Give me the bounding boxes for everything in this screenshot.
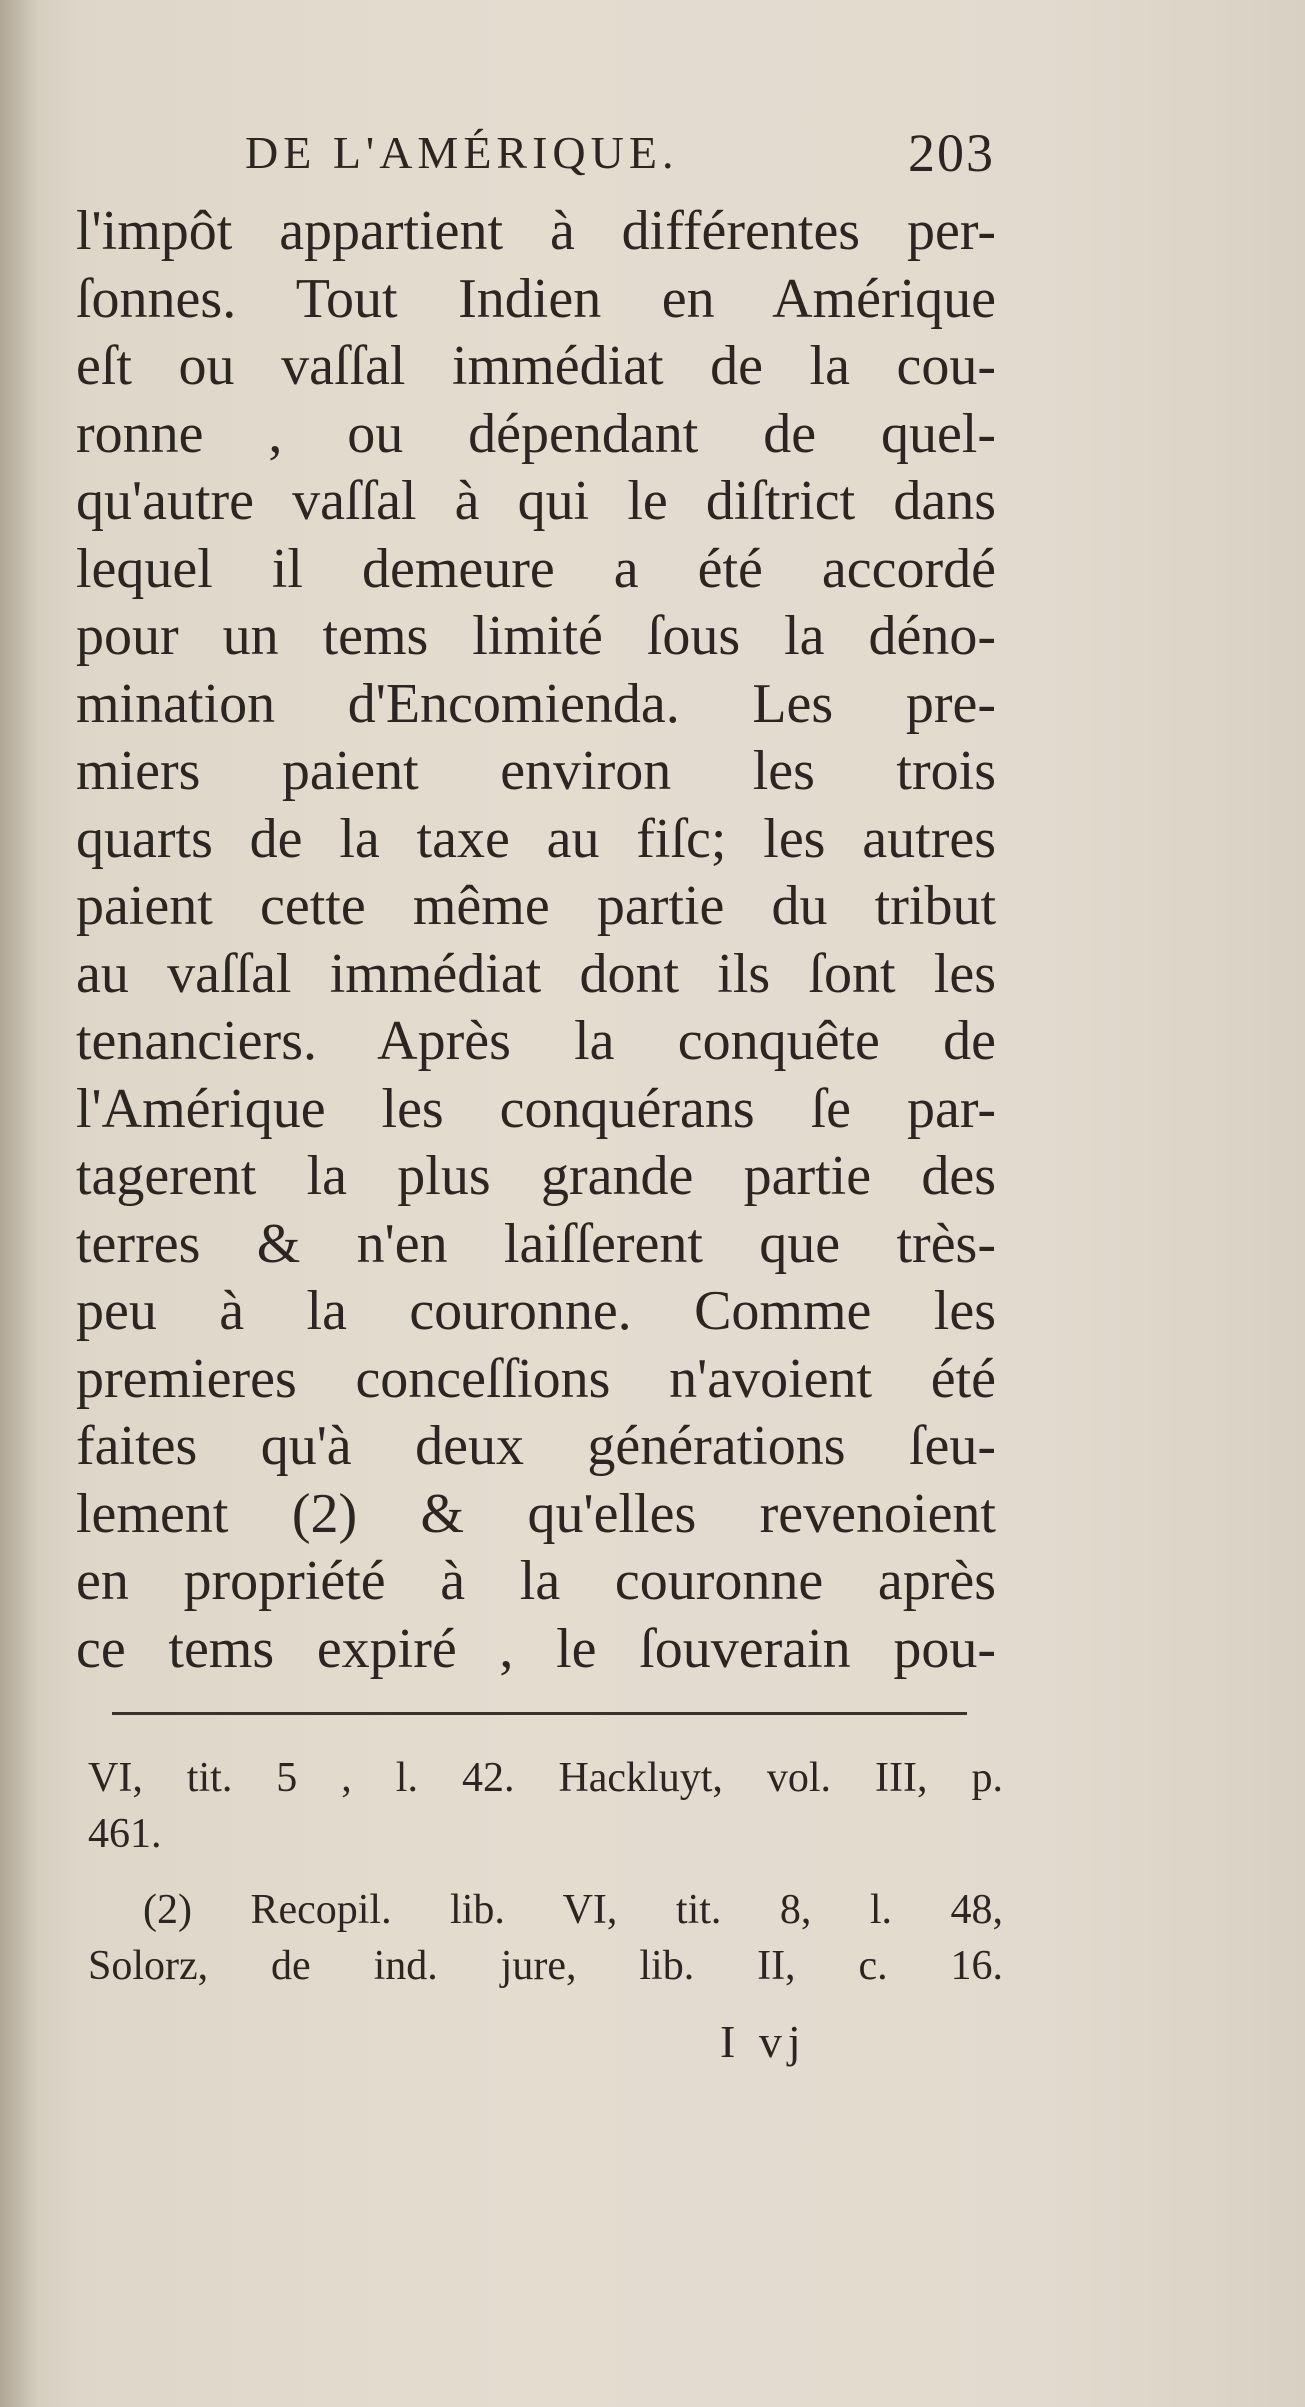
- text-line: faites qu'à deux générations ſeu-: [76, 1415, 996, 1477]
- text-line: quarts de la taxe au fiſc; les autres: [76, 807, 996, 870]
- main-text: [76, 198, 996, 1683]
- footnote-line: (2) Recopil. lib. VI, tit. 8, l. 48,: [143, 1887, 1003, 1933]
- running-title: DE L'AMÉRIQUE.: [245, 127, 679, 178]
- text-line: en propriété à la couronne après: [76, 1550, 996, 1612]
- text-line: l'impôt appartient à différentes per-: [76, 200, 996, 262]
- text-line: eſt ou vaſſal immédiat de la cou-: [76, 335, 996, 397]
- text-line: qu'autre vaſſal à qui le diſtrict dans: [76, 470, 996, 532]
- text-line: tenanciers. Après la conquête de: [76, 1010, 996, 1072]
- text-line: terres & n'en laiſſerent que très-: [76, 1212, 996, 1275]
- footnote-line: Solorz, de ind. jure, lib. II, c. 16.: [88, 1943, 1003, 1989]
- text-line: miers paient environ les trois: [76, 740, 996, 802]
- text-line: ronne , ou dépendant de quel-: [76, 402, 996, 465]
- text-line: au vaſſal immédiat dont ils ſont les: [76, 942, 996, 1005]
- footnotes: [88, 1750, 1003, 1994]
- page-number: 203: [908, 123, 995, 183]
- text-line: paient cette même partie du tribut: [76, 875, 996, 937]
- text-line: lement (2) & qu'elles revenoient: [76, 1482, 996, 1545]
- text-line: l'Amérique les conquérans ſe par-: [76, 1077, 996, 1140]
- spine-shadow: [0, 0, 40, 2407]
- page-header: [245, 118, 995, 188]
- signature-mark: I vj: [720, 2016, 807, 2067]
- text-line: ce tems expiré , le ſouverain pou-: [76, 1617, 996, 1680]
- text-line: lequel il demeure a été accordé: [76, 537, 996, 600]
- text-line: ſonnes. Tout Indien en Amérique: [76, 267, 996, 330]
- text-line: peu à la couronne. Comme les: [76, 1280, 996, 1342]
- footnote-line: 461.: [88, 1811, 162, 1857]
- footnote-rule: [112, 1712, 967, 1715]
- text-line: pour un tems limité ſous la déno-: [76, 605, 996, 667]
- footnote-line: VI, tit. 5 , l. 42. Hackluyt, vol. III, p.: [88, 1755, 1003, 1801]
- text-line: tagerent la plus grande partie des: [76, 1145, 996, 1207]
- text-line: premieres conceſſions n'avoient été: [76, 1347, 996, 1410]
- text-line: mination d'Encomienda. Les pre-: [76, 672, 996, 735]
